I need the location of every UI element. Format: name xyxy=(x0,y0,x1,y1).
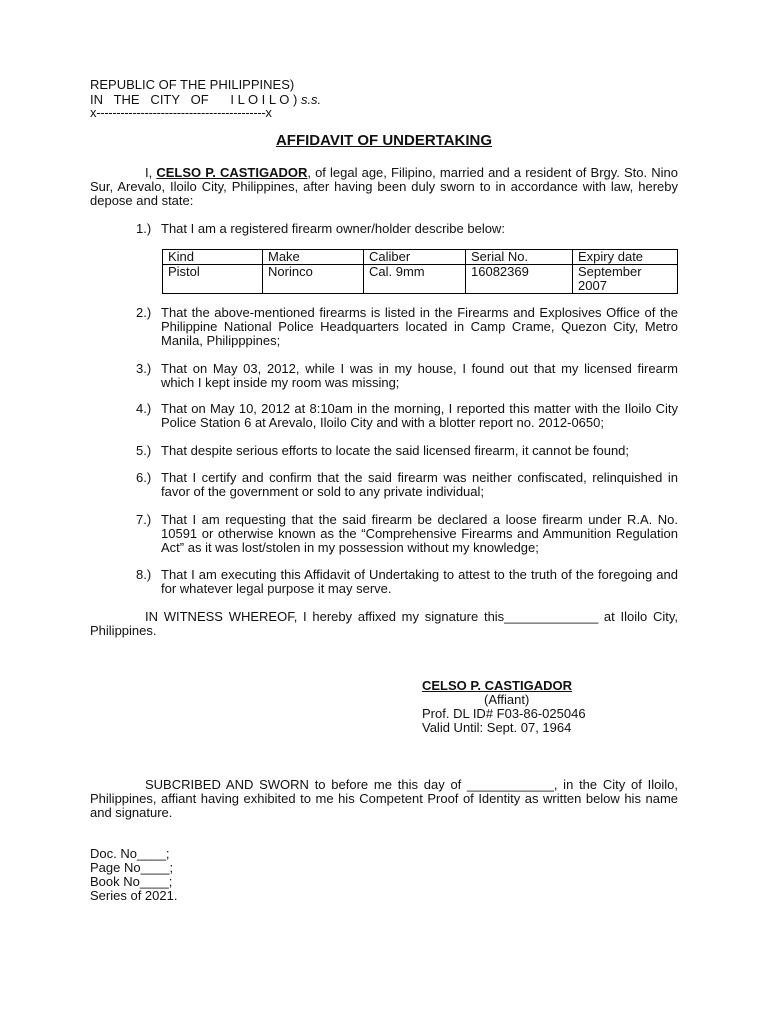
docket-page-no: Page No____; xyxy=(90,860,174,875)
item-text: That the above-mentioned firearms is listed in the Firearms and Explosives Office of the Philippine National Police Headquarters located in Camp Crame, Quezon City, Metro Manila, Philipppines; xyxy=(161,305,678,348)
list-item xyxy=(136,306,678,348)
docket-doc-no: Doc. No____; xyxy=(90,846,170,861)
firearm-table xyxy=(162,249,678,294)
table-cell: 16082369 xyxy=(466,265,573,294)
header-city-text: IN THE CITY OF I L O I L O ) xyxy=(90,92,298,107)
list-item xyxy=(136,362,678,390)
list-item xyxy=(136,568,678,596)
docket-series: Series of 2021. xyxy=(90,888,178,903)
signatory-validity: Valid Until: Sept. 07, 1964 xyxy=(422,720,572,735)
sworn-paragraph: SUBCRIBED AND SWORN to before me this day of ____________, in the City of Iloilo, Philippines, affiant having exhibited to me his Competent Proof of Identity as written below his name and signature. xyxy=(90,777,678,820)
item-number: 8.) xyxy=(136,567,152,582)
item-number: 4.) xyxy=(136,401,152,416)
table-header-cell: Expiry date xyxy=(573,250,678,265)
signatory-role: (Affiant) xyxy=(484,692,530,707)
item-number: 7.) xyxy=(136,512,152,527)
table-header-cell: Caliber xyxy=(364,250,466,265)
item-text: That I am a registered firearm owner/holder describe below: xyxy=(161,221,505,236)
list-item xyxy=(136,513,678,555)
list-item xyxy=(136,444,678,458)
table-header-cell: Kind xyxy=(163,250,263,265)
item-number: 1.) xyxy=(136,221,152,236)
table-cell: Pistol xyxy=(163,265,263,294)
witness-paragraph: IN WITNESS WHEREOF, I hereby affixed my signature this_____________ at Iloilo City, Philippines. xyxy=(90,609,678,638)
list-item xyxy=(136,402,678,430)
table-cell: Cal. 9mm xyxy=(364,265,466,294)
table-cell: Norinco xyxy=(263,265,364,294)
table-cell: September 2007 xyxy=(573,265,678,294)
item-number: 5.) xyxy=(136,443,152,458)
table-row xyxy=(163,265,678,294)
list-item xyxy=(136,222,678,236)
affiant-name: CELSO P. CASTIGADOR xyxy=(156,165,308,180)
table-header-cell: Serial No. xyxy=(466,250,573,265)
intro-paragraph xyxy=(90,166,678,208)
header-divider: x------------------------------------------x xyxy=(90,105,272,120)
item-number: 3.) xyxy=(136,361,152,376)
document-title: AFFIDAVIT OF UNDERTAKING xyxy=(275,132,493,149)
item-number: 6.) xyxy=(136,470,152,485)
item-text: That I am requesting that the said firearm be declared a loose firearm under R.A. No. 10591 or otherwise known as the “Comprehensive Firearms and Ammunition Regulation Act” as it was lost/stolen in my possession without my knowledge; xyxy=(161,512,678,555)
header-ss: s.s. xyxy=(297,92,322,107)
header-republic: REPUBLIC OF THE PHILIPPINES) xyxy=(90,77,295,92)
signatory-name: CELSO P. CASTIGADOR xyxy=(422,678,573,693)
item-text: That I am executing this Affidavit of Undertaking to attest to the truth of the foregoing and for whatever legal purpose it may serve. xyxy=(161,567,678,596)
docket-book-no: Book No____; xyxy=(90,874,173,889)
list-item xyxy=(136,471,678,499)
item-text: That I certify and confirm that the said firearm was neither confiscated, relinquished in favor of the government or sold to any private individual; xyxy=(161,470,678,499)
item-text: That on May 03, 2012, while I was in my house, I found out that my licensed firearm which I kept inside my room was missing; xyxy=(161,361,678,390)
item-text: That despite serious efforts to locate the said licensed firearm, it cannot be found; xyxy=(161,443,630,458)
intro-post: , of legal age, Filipino, married and a resident of Brgy. Sto. Nino Sur, Arevalo, Iloilo City, Philippines, after having been duly sworn to in accordance with law, hereby depose and state: xyxy=(90,165,678,208)
intro-pre: I, xyxy=(145,165,157,180)
table-header-cell: Make xyxy=(263,250,364,265)
signatory-id: Prof. DL ID# F03-86-025046 xyxy=(422,706,586,721)
table-header-row xyxy=(163,250,678,265)
item-number: 2.) xyxy=(136,305,152,320)
item-text: That on May 10, 2012 at 8:10am in the morning, I reported this matter with the Iloilo City Police Station 6 at Arevalo, Iloilo City and with a blotter report no. 2012-0650; xyxy=(161,401,678,430)
